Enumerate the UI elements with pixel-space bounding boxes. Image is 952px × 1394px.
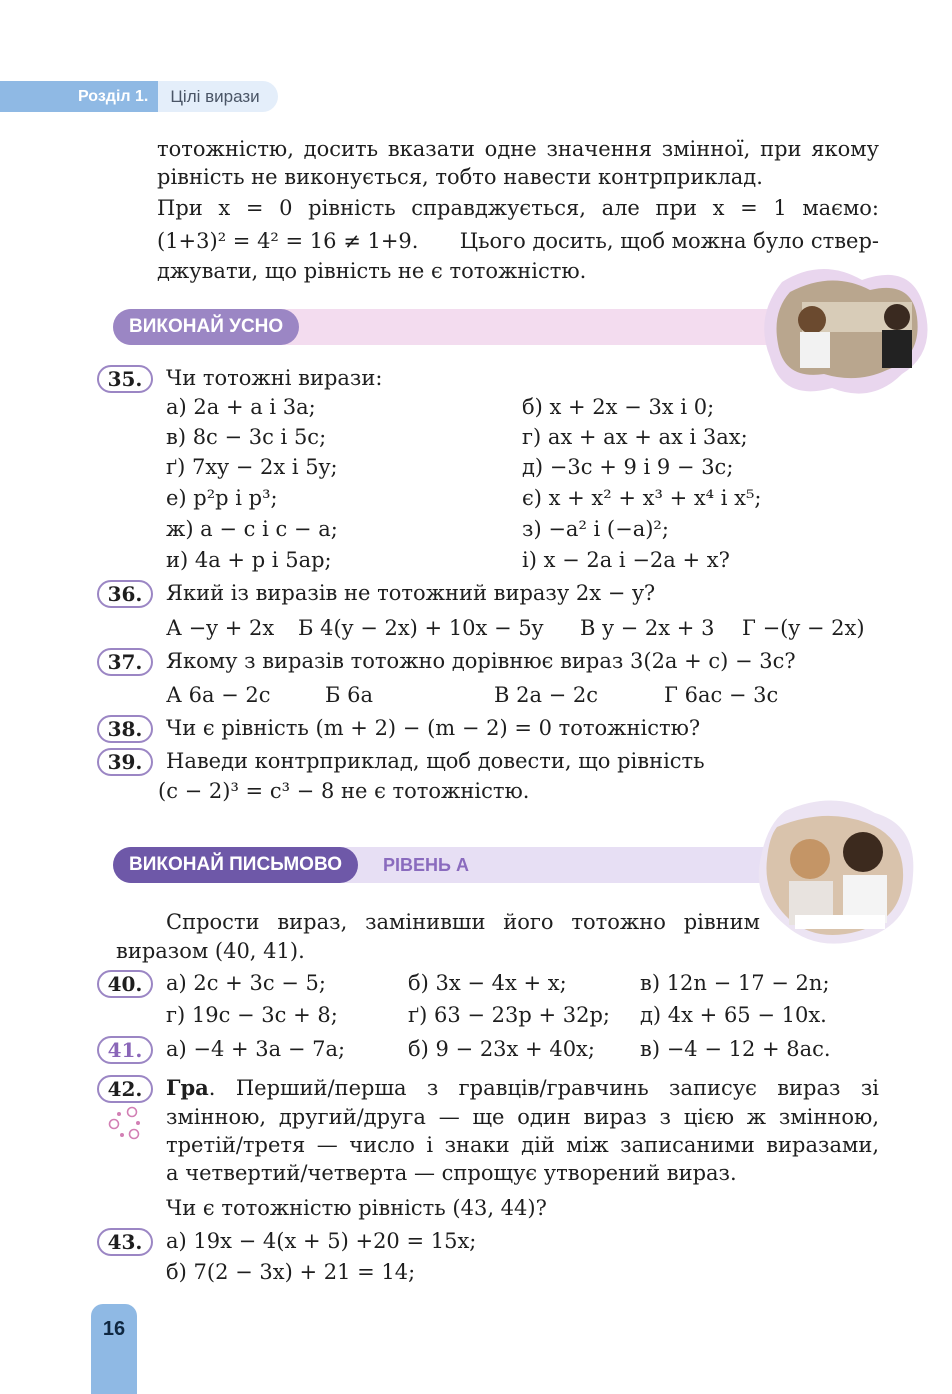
group-work-icon [108, 1106, 144, 1142]
exercise-35-item-y: и) 4a + p і 5ap; [166, 548, 332, 572]
exercise-36-question: Який із виразів не тотожний виразу 2x − y? [166, 581, 656, 605]
exercise-38-question: Чи є рівність (m + 2) − (m − 2) = 0 тотожністю? [166, 716, 701, 740]
task-40-41-line-2: виразом (40, 41). [116, 939, 305, 963]
exercise-35-item-h: г) ax + ax + ax і 3ax; [522, 425, 748, 449]
exercise-40-item-h: г) 19c − 3c + 8; [166, 1003, 338, 1027]
written-title: ВИКОНАЙ ПИСЬМОВО [113, 847, 358, 883]
exercise-36-option-v: В y − 2x + 3 [580, 616, 715, 640]
exercise-35-item-i: і) x − 2a і −2a + x? [522, 548, 730, 572]
chapter-number: Розділ 1. [0, 81, 158, 112]
exercise-37-option-g: Г 6ac − 3c [664, 683, 779, 707]
exercise-41-item-v: в) −4 − 12 + 8ac. [640, 1037, 831, 1061]
task-43-44-text: Чи є тотожністю рівність (43, 44)? [166, 1196, 547, 1220]
written-level: РІВЕНЬ А [383, 855, 469, 875]
exercise-35-item-v: в) 8c − 3c і 5c; [166, 425, 327, 449]
students-studying-photo [755, 797, 915, 947]
intro-line-1: тотожністю, досить вказати одне значення змінної, при якому [157, 137, 879, 161]
exercise-39-line-2: (c − 2)³ = c³ − 8 не є тотожністю. [158, 779, 530, 803]
intro-formula: (1+3)² = 4² = 16 ≠ 1+9. [157, 229, 419, 253]
intro-line-4 [157, 226, 879, 256]
intro-line-4-text: Цього досить, щоб можна було ствер- [459, 229, 879, 253]
exercise-42-line-1-text: . Перший/перша з гравців/гравчинь записує вираз зі [208, 1076, 879, 1100]
exercise-35-item-d: д) −3c + 9 і 9 − 3c; [522, 455, 734, 479]
exercise-37-option-a: А 6a − 2c [166, 683, 271, 707]
exercise-35-item-z: з) −a² і (−a)²; [522, 517, 669, 541]
exercise-42-line-3: третій/третя — число і знаки дій між записаними виразами, [166, 1133, 879, 1157]
exercise-41-item-b: б) 9 − 23x + 40x; [408, 1037, 595, 1061]
exercise-35-item-ye: є) x + x² + x³ + x⁴ і x⁵; [522, 486, 762, 510]
exercise-36-option-b: Б 4(y − 2x) + 10x − 5y [298, 616, 544, 640]
exercise-36-option-a: А −y + 2x [166, 616, 275, 640]
exercise-40-item-b: б) 3x − 4x + x; [408, 971, 567, 995]
page-number: 16 [91, 1304, 137, 1394]
exercise-40-item-d: д) 4x + 65 − 10x. [640, 1003, 827, 1027]
exercise-40-item-g: ґ) 63 − 23p + 32p; [408, 1003, 610, 1027]
exercise-41-item-a: а) −4 + 3a − 7a; [166, 1037, 346, 1061]
exercise-42-line-1 [166, 1073, 879, 1103]
exercise-43-number: 43. [97, 1228, 153, 1256]
exercise-40-item-v: в) 12n − 17 − 2n; [640, 971, 830, 995]
exercise-43-item-b: б) 7(2 − 3x) + 21 = 14; [166, 1260, 416, 1284]
exercise-43-item-a: а) 19x − 4(x + 5) +20 = 15x; [166, 1229, 477, 1253]
exercise-35-item-zh: ж) a − c і c − a; [166, 517, 338, 541]
oral-title: ВИКОНАЙ УСНО [113, 309, 299, 345]
exercise-42-line-2: змінною, другий/друга — ще один вираз з цією ж змінною, [166, 1105, 879, 1129]
task-40-41-line-1: Спрости вираз, замінивши його тотожно рівним [166, 910, 760, 934]
exercise-36-option-g: Г −(y − 2x) [742, 616, 865, 640]
exercise-41-number: 41. [97, 1036, 153, 1064]
exercise-36-number: 36. [97, 580, 153, 608]
exercise-35-item-e: е) p²p і p³; [166, 486, 278, 510]
exercise-35-number: 35. [97, 365, 153, 393]
exercise-35-item-g: ґ) 7xy − 2x і 5y; [166, 455, 338, 479]
exercise-39-line-1: Наведи контрприклад, щоб довести, що рівність [166, 749, 705, 773]
intro-line-2: рівність не виконується, тобто навести контрприклад. [157, 165, 763, 189]
chapter-title: Цілі вирази [158, 81, 277, 112]
exercise-37-option-b: Б 6a [325, 683, 373, 707]
exercise-37-number: 37. [97, 648, 153, 676]
chapter-header [0, 81, 278, 112]
exercise-37-question: Якому з виразів тотожно дорівнює вираз 3(2a + c) − 3c? [166, 649, 796, 673]
exercise-42-number: 42. [97, 1075, 153, 1103]
exercise-35-question: Чи тотожні вирази: [166, 366, 383, 390]
exercise-39-number: 39. [97, 748, 153, 776]
exercise-37-option-v: В 2a − 2c [494, 683, 599, 707]
intro-line-3: При x = 0 рівність справджується, але при x = 1 маємо: [157, 196, 879, 220]
exercise-38-number: 38. [97, 715, 153, 743]
exercise-35-item-a: а) 2a + a і 3a; [166, 395, 316, 419]
exercise-42-line-4: а четвертий/четверта — спрощує утворений вираз. [166, 1161, 737, 1185]
exercise-40-item-a: а) 2c + 3c − 5; [166, 971, 326, 995]
students-highfive-photo [762, 262, 930, 400]
exercise-42-label: Гра [166, 1075, 209, 1100]
exercise-40-number: 40. [97, 970, 153, 998]
exercise-35-item-b: б) x + 2x − 3x і 0; [522, 395, 715, 419]
intro-line-5: джувати, що рівність не є тотожністю. [157, 259, 587, 283]
